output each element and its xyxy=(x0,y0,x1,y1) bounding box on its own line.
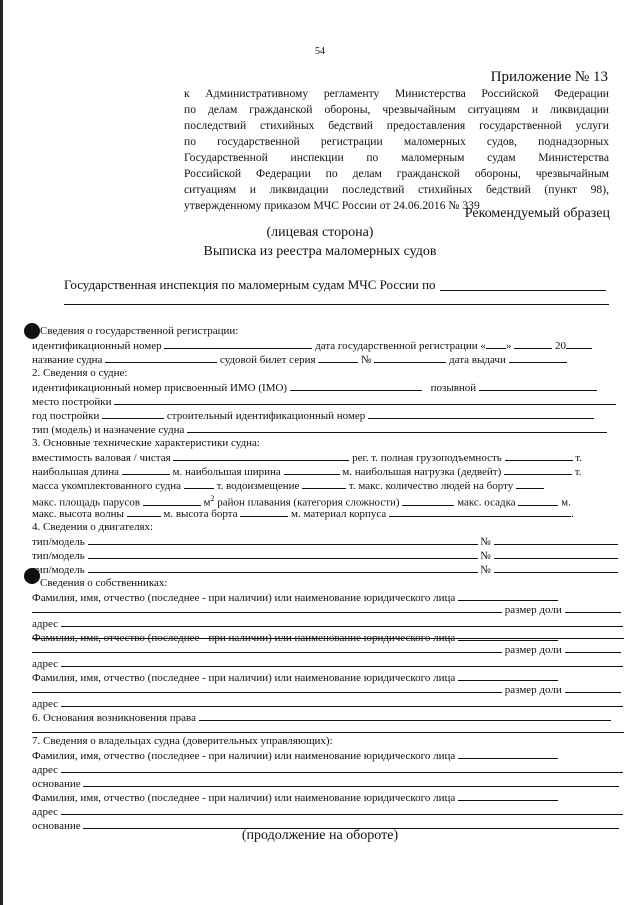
holder-address-field[interactable] xyxy=(61,804,623,815)
owner-address-field[interactable] xyxy=(61,696,623,707)
vessel-name-row: название судна судовой билет серия № дата выдачи xyxy=(32,352,626,366)
owner-share-row: размер доли xyxy=(32,682,626,696)
holder-name-row: Фамилия, имя, отчество (последнее - при наличии) или наименование юридического лица xyxy=(32,748,626,762)
ticket-series-field[interactable] xyxy=(318,352,358,363)
rights-basis-row: 6. Основания возникновения права xyxy=(32,710,626,724)
owner-share-row: размер доли xyxy=(32,642,626,656)
rights-basis-field-line2[interactable] xyxy=(32,722,624,733)
annex-line: Государственной инспекции по маломерным судам Министерства xyxy=(184,151,609,164)
reg-day-field[interactable] xyxy=(486,338,506,349)
annex-line: ситуациям и ликвидации последствий стихийных бедствий (пункт 98), xyxy=(184,183,609,196)
build-id-field[interactable] xyxy=(368,408,594,419)
holder-basis-row: основание xyxy=(32,776,626,790)
section-2-title: 2. Сведения о судне: xyxy=(32,367,128,379)
section-5-title: Сведения о собственниках: xyxy=(40,577,168,589)
holder-address-field[interactable] xyxy=(61,762,623,773)
build-year-row: год постройки строительный идентификационный номер xyxy=(32,408,626,422)
owner-name-field-line2[interactable] xyxy=(32,682,502,693)
sail-area-field[interactable] xyxy=(143,495,201,506)
annex-line: Российской Федерации по делам гражданской обороны, чрезвычайным xyxy=(184,167,609,180)
owner-name-field-line2[interactable] xyxy=(32,602,502,613)
displacement-field[interactable] xyxy=(302,478,346,489)
engine-model-field[interactable] xyxy=(88,534,478,545)
imo-row: идентификационный номер присвоенный ИМО (IMO) позывной xyxy=(32,380,626,394)
tonnage-field[interactable] xyxy=(173,450,349,461)
reg-year-field[interactable] xyxy=(566,338,592,349)
holder-basis-row: основание xyxy=(32,818,626,832)
type-purpose-row: тип (модель) и назначение судна xyxy=(32,422,626,436)
wave-field[interactable] xyxy=(127,506,161,517)
dimensions-row: наибольшая длина м. наибольшая ширина м. наибольшая нагрузка (дедвейт) т. xyxy=(32,466,582,478)
build-year-field[interactable] xyxy=(102,408,164,419)
mass-field[interactable] xyxy=(184,478,214,489)
type-purpose-field[interactable] xyxy=(187,422,607,433)
wave-row: макс. высота волны м. высота борта м. материал корпуса . xyxy=(32,508,574,520)
annex-line: утвержденному приказом МЧС России от 24.06.2016 № 339 xyxy=(184,199,480,212)
inspection-label: Государственная инспекция по маломерным судам МЧС России по xyxy=(64,277,436,292)
annex-title: Приложение № 13 xyxy=(490,69,608,85)
imo-field[interactable] xyxy=(290,380,422,391)
build-place-field[interactable] xyxy=(114,394,616,405)
page-number: 54 xyxy=(315,46,325,57)
owner-address-field[interactable] xyxy=(61,656,623,667)
sample-label: Рекомендуемый образец xyxy=(464,206,610,221)
section-7-title: 7. Сведения о владельцах судна (доверительных управляющих): xyxy=(32,735,333,747)
ticket-number-field[interactable] xyxy=(374,352,446,363)
owner-name-field[interactable] xyxy=(458,630,558,641)
holder-basis-field[interactable] xyxy=(83,776,619,787)
section-1-title: Сведения о государственной регистрации: xyxy=(40,325,239,337)
nav-area-field[interactable] xyxy=(402,495,454,506)
registration-row: идентификационный номер дата государственной регистрации « » 20 xyxy=(32,338,626,352)
continuation-note: (продолжение на обороте) xyxy=(241,828,399,843)
section-4-title: 4. Сведения о двигателях: xyxy=(32,521,154,533)
owner-name-field[interactable] xyxy=(458,590,558,601)
width-field[interactable] xyxy=(284,464,340,475)
holder-address-row: адрес xyxy=(32,804,626,818)
holder-address-row: адрес xyxy=(32,762,626,776)
board-height-field[interactable] xyxy=(240,506,288,517)
owner-name-row: Фамилия, имя, отчество (последнее - при наличии) или наименование юридического лица xyxy=(32,590,626,604)
rights-basis-field[interactable] xyxy=(199,710,611,721)
holder-name-field[interactable] xyxy=(458,748,558,759)
engine-number-field[interactable] xyxy=(494,548,618,559)
tonnage-row: вместимость валовая / чистая рег. т. полная грузоподъемность т. xyxy=(32,452,583,464)
share-field[interactable] xyxy=(565,642,621,653)
section-3-title: 3. Основные технические характеристики судна: xyxy=(32,437,260,449)
holder-name-row: Фамилия, имя, отчество (последнее - при наличии) или наименование юридического лица xyxy=(32,790,626,804)
issue-date-field[interactable] xyxy=(509,352,567,363)
holder-name-field[interactable] xyxy=(458,790,558,801)
share-field[interactable] xyxy=(565,682,621,693)
annex-line: к Административному регламенту Министерства Российской Федерации xyxy=(184,87,609,100)
annex-reference-text xyxy=(184,86,609,214)
mass-row: масса укомплектованного судна т. водоизмещение т. макс. количество людей на борту xyxy=(32,478,626,492)
capacity-field[interactable] xyxy=(505,450,573,461)
owner-address-field[interactable] xyxy=(61,616,623,627)
owner-name-field-line2[interactable] xyxy=(32,642,502,653)
engine-model-field[interactable] xyxy=(88,562,478,573)
deadweight-field[interactable] xyxy=(504,464,572,475)
reg-month-field[interactable] xyxy=(514,338,552,349)
inspection-blank[interactable] xyxy=(440,290,606,291)
scan-left-edge xyxy=(0,0,3,905)
inspection-blank-line2[interactable] xyxy=(64,304,609,305)
owner-share-row: размер доли xyxy=(32,602,626,616)
owner-name-field[interactable] xyxy=(458,670,558,681)
sail-row: макс. площадь парусов $м^2$ район плавания (категория сложности) макс. осадка м. xyxy=(32,494,571,509)
owner-address-row: адрес xyxy=(32,656,626,670)
share-field[interactable] xyxy=(565,602,621,613)
callsign-field[interactable] xyxy=(479,380,597,391)
annex-line: последствий стихийных бедствий предоставления государственной услуги xyxy=(184,119,609,132)
owner-name-row: Фамилия, имя, отчество (последнее - при наличии) или наименование юридического лица xyxy=(32,670,626,684)
engine-model-field[interactable] xyxy=(88,548,478,559)
document-title: Выписка из реестра маломерных судов xyxy=(203,244,437,259)
engine-number-field[interactable] xyxy=(494,534,618,545)
annex-line: по государственной регистрации маломерных судов, поднадзорных xyxy=(184,135,609,148)
owner-address-row: адрес xyxy=(32,616,626,630)
engine-row: тип/модель № xyxy=(32,562,626,576)
owner-name-row: Фамилия, имя, отчество (последнее - при наличии) или наименование юридического лица xyxy=(32,630,626,644)
owner-address-row: адрес xyxy=(32,696,626,710)
build-place-row: место постройки xyxy=(32,394,626,408)
engine-row: тип/модель № xyxy=(32,534,626,548)
id-number-field[interactable] xyxy=(164,338,312,349)
engine-row: тип/модель № xyxy=(32,548,626,562)
side-label: (лицевая сторона) xyxy=(266,225,374,240)
hull-material-field[interactable] xyxy=(389,506,571,517)
engine-number-field[interactable] xyxy=(494,562,618,573)
annex-line: по делам гражданской обороны, чрезвычайным ситуациям и ликвидации xyxy=(184,103,609,116)
people-field[interactable] xyxy=(516,478,544,489)
length-field[interactable] xyxy=(122,464,170,475)
draft-field[interactable] xyxy=(518,495,558,506)
vessel-name-field[interactable] xyxy=(105,352,217,363)
